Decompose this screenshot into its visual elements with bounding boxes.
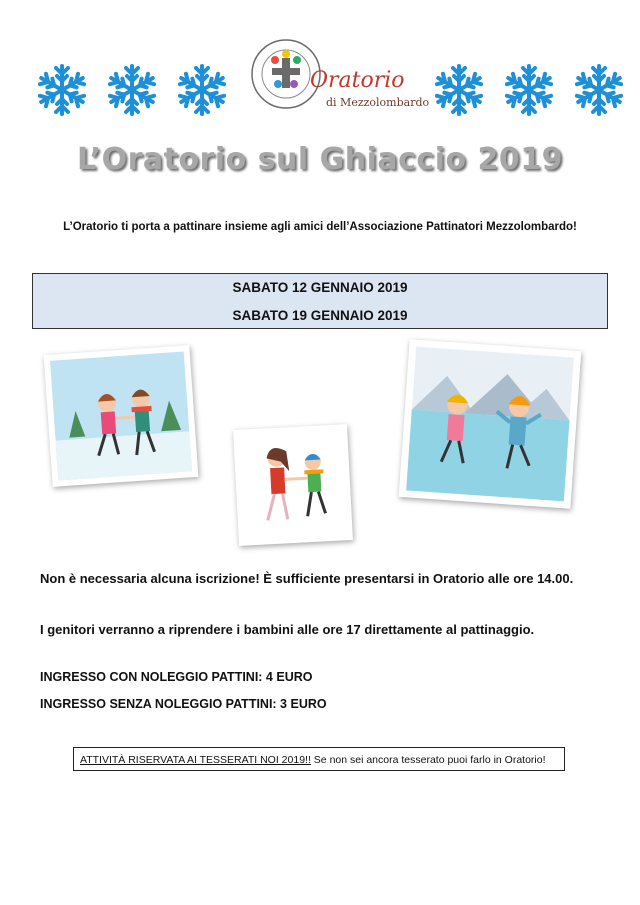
- snowflake-icon: [431, 62, 487, 118]
- membership-text: Se non sei ancora tesserato puoi farlo in Oratorio!: [310, 754, 546, 766]
- snowflake-icon: [104, 62, 160, 118]
- membership-note: [73, 747, 565, 771]
- skating-photo-2: [233, 424, 353, 546]
- snowflake-icon: [34, 62, 90, 118]
- info-line-2: I genitori verranno a riprendere i bambini alle ore 17 direttamente al pattinaggio.: [40, 622, 535, 637]
- skating-photo-3: [399, 339, 582, 509]
- snowflake-icon: [174, 62, 230, 118]
- page-title: L’Oratorio sul Ghiaccio 2019: [76, 142, 564, 177]
- price-without-rental: INGRESSO SENZA NOLEGGIO PATTINI: 3 EURO: [40, 697, 327, 711]
- logo-subtitle: di Mezzolombardo: [326, 96, 430, 109]
- price-with-rental: INGRESSO CON NOLEGGIO PATTINI: 4 EURO: [40, 670, 313, 684]
- membership-highlight: ATTIVITÀ RISERVATA AI TESSERATI NOI 2019!!: [80, 754, 311, 766]
- snowflake-icon: [571, 62, 627, 118]
- intro-text: L’Oratorio ti porta a pattinare insieme agli amici dell’Associazione Pattinatori Mezzolombardo!: [63, 221, 577, 233]
- dates-box: [32, 273, 608, 329]
- logo-name: Oratorio: [310, 68, 405, 93]
- info-line-1: Non è necessaria alcuna iscrizione! È sufficiente presentarsi in Oratorio alle ore 14.00.: [40, 571, 574, 586]
- date-1: SABATO 12 GENNAIO 2019: [232, 280, 408, 295]
- snowflake-icon: [501, 62, 557, 118]
- date-2: SABATO 19 GENNAIO 2019: [232, 308, 408, 323]
- skating-photo-1: [44, 345, 199, 487]
